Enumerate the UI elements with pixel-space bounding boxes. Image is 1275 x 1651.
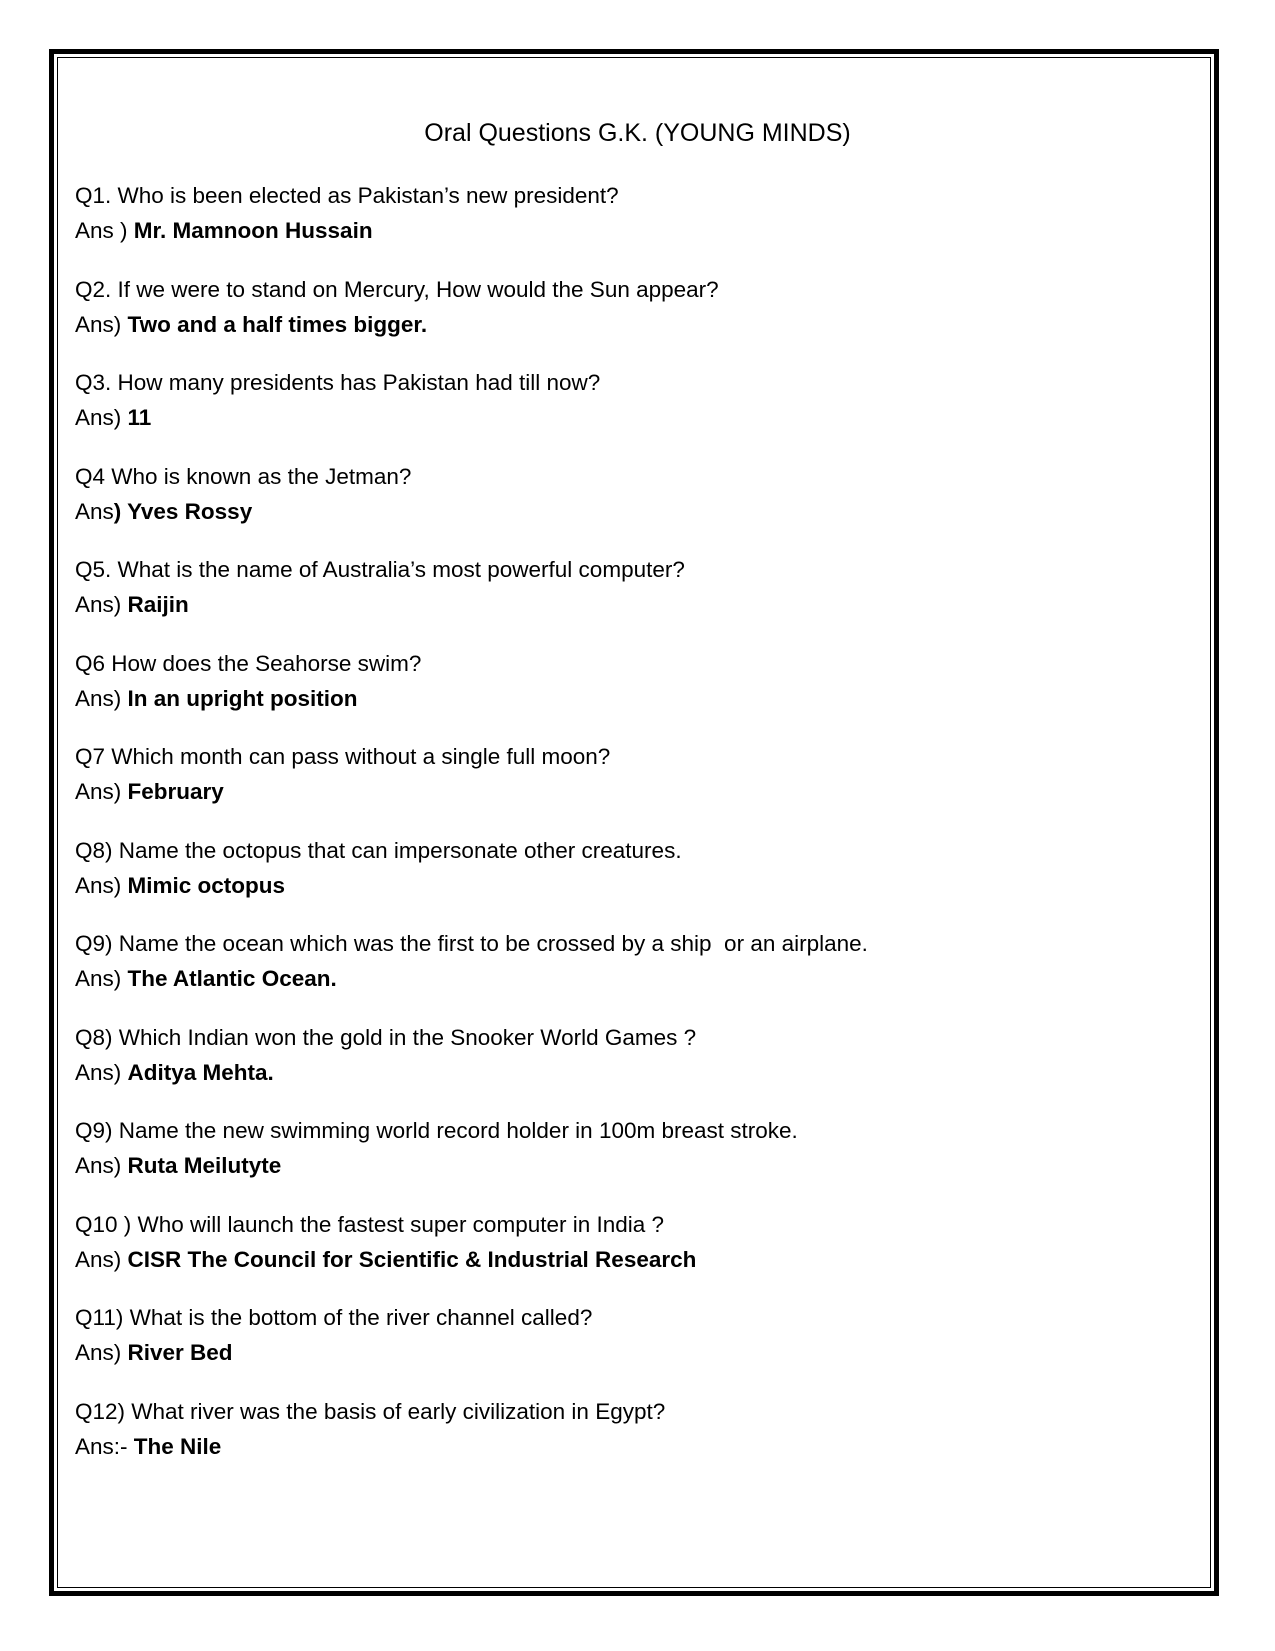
answer: February xyxy=(127,779,224,804)
qa-item-3 xyxy=(75,365,1195,459)
answer: The Nile xyxy=(133,1433,222,1459)
answer-line xyxy=(75,961,1195,996)
qa-item-2 xyxy=(75,272,1195,366)
qa-item-9 xyxy=(75,926,1195,1020)
qa-item-13 xyxy=(75,1300,1195,1394)
answer-prefix: Ans ) xyxy=(75,218,134,243)
answer-line xyxy=(75,213,1195,248)
question: Q4 Who is known as the Jetman? xyxy=(75,463,412,489)
question: Q1. Who is been elected as Pakistan’s new president? xyxy=(75,183,619,208)
answer-prefix: Ans) xyxy=(75,1059,128,1085)
answer-line xyxy=(75,1148,1195,1183)
answer: Raijin xyxy=(127,592,189,617)
answer-prefix: Ans) xyxy=(75,311,128,337)
page-title: Oral Questions G.K. (YOUNG MINDS) xyxy=(424,119,851,147)
qa-item-1 xyxy=(75,178,1195,272)
answer-line xyxy=(75,774,1195,809)
answer: River Bed xyxy=(127,1340,233,1365)
answer-prefix: Ans) xyxy=(75,405,128,430)
qa-item-14 xyxy=(75,1394,1195,1488)
qa-item-8 xyxy=(75,833,1195,927)
question: Q7 Which month can pass without a single full moon? xyxy=(75,744,611,769)
answer: Aditya Mehta. xyxy=(127,1059,274,1085)
answer-line xyxy=(75,868,1195,903)
answer: CISR The Council for Scientific & Industrial Research xyxy=(127,1246,697,1272)
question: Q8) Name the octopus that can impersonate other creatures. xyxy=(75,837,682,863)
answer-prefix: Ans) xyxy=(75,1340,128,1365)
answer-prefix: Ans) xyxy=(75,1246,128,1272)
qa-item-6 xyxy=(75,646,1195,740)
answer: Two and a half times bigger. xyxy=(127,311,428,337)
question: Q9) Name the ocean which was the first to be crossed by a ship or an airplane. xyxy=(75,931,868,956)
answer-line xyxy=(75,587,1195,622)
qa-item-12 xyxy=(75,1207,1195,1301)
question: Q8) Which Indian won the gold in the Snooker World Games ? xyxy=(75,1024,697,1050)
answer-prefix: Ans) xyxy=(75,685,128,711)
answer-line xyxy=(75,494,1195,529)
answer-line xyxy=(75,681,1195,716)
answer-prefix: Ans) xyxy=(75,1153,128,1178)
answer: In an upright position xyxy=(127,685,358,711)
answer-prefix: Ans) xyxy=(75,872,128,898)
answer-prefix: Ans) xyxy=(75,592,128,617)
answer-line xyxy=(75,307,1195,342)
answer-line xyxy=(75,1335,1195,1370)
answer-line xyxy=(75,400,1195,435)
answer-line xyxy=(75,1055,1195,1090)
qa-item-10 xyxy=(75,1020,1195,1114)
qa-item-11 xyxy=(75,1113,1195,1207)
answer: Ruta Meilutyte xyxy=(127,1153,282,1178)
qa-item-4 xyxy=(75,459,1195,553)
answer-line xyxy=(75,1242,1195,1277)
answer-prefix: Ans:- xyxy=(75,1433,134,1459)
answer: The Atlantic Ocean. xyxy=(127,966,337,991)
qa-list xyxy=(75,178,1195,1487)
question: Q9) Name the new swimming world record holder in 100m breast stroke. xyxy=(75,1118,798,1143)
answer-prefix: Ans) xyxy=(75,966,128,991)
qa-item-7 xyxy=(75,739,1195,833)
question: Q10 ) Who will launch the fastest super computer in India ? xyxy=(75,1211,665,1237)
question: Q5. What is the name of Australia’s most powerful computer? xyxy=(75,557,685,582)
qa-item-5 xyxy=(75,552,1195,646)
answer-line xyxy=(75,1429,1195,1464)
question: Q12) What river was the basis of early civilization in Egypt? xyxy=(75,1398,666,1424)
answer: Mr. Mamnoon Hussain xyxy=(133,218,373,243)
answer-prefix: Ans xyxy=(75,498,114,524)
answer: 11 xyxy=(127,405,152,430)
question: Q3. How many presidents has Pakistan had till now? xyxy=(75,370,601,395)
answer: Mimic octopus xyxy=(127,872,286,898)
question: Q2. If we were to stand on Mercury, How would the Sun appear? xyxy=(75,276,719,302)
question: Q11) What is the bottom of the river channel called? xyxy=(75,1305,593,1330)
answer-prefix: Ans) xyxy=(75,779,128,804)
answer: ) Yves Rossy xyxy=(113,498,253,524)
question: Q6 How does the Seahorse swim? xyxy=(75,650,422,676)
